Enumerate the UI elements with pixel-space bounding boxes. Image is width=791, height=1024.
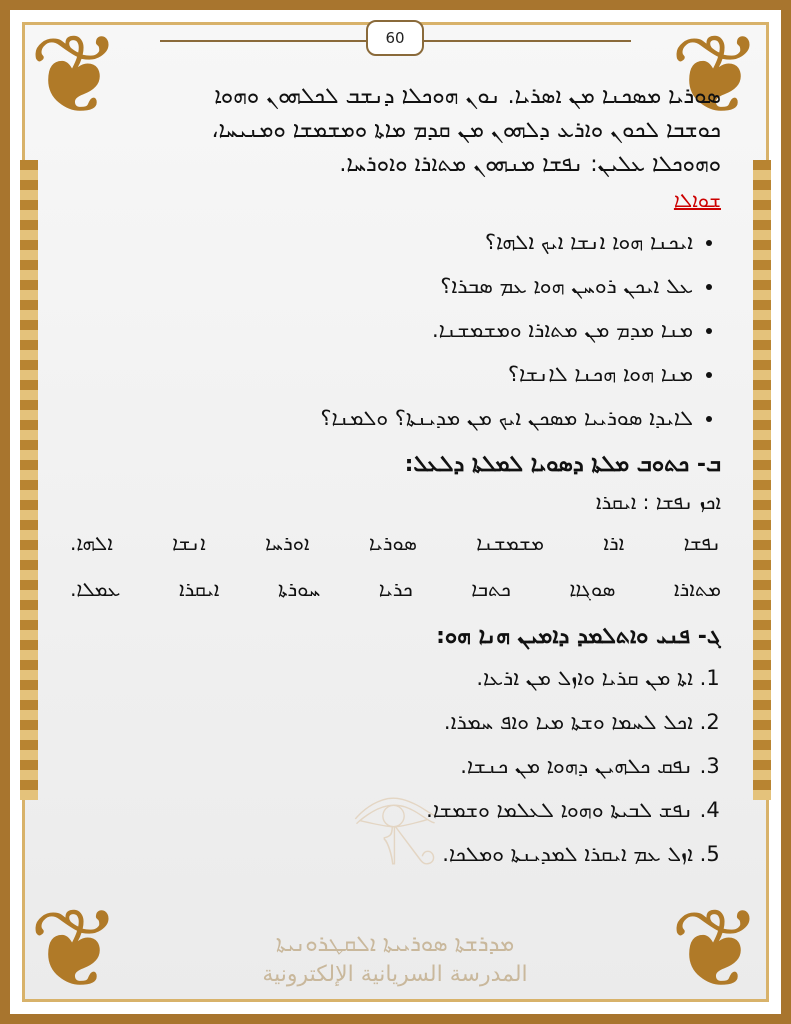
question-item: • ܡܢܐ ܡܕܡ ܡܢ ܡܬܐܪܐ ܘܡܫܡܫܢܐ. [70,308,693,352]
corner-ornament-icon: ❦ [28,11,122,139]
question-item: • ܐܝܟܢܐ ܗܘܐ ܐܢܫܐ ܐܝܟ ܐܠܗܐ؟ [70,220,693,264]
paragraph-line: ܣܘܪܝܐ ܡܣܟܢܐ ܡܢ ܐܣܪܝܐ. ܢܘܢ ܗܘܟܠܐ ܕܢܫܒ ܠܟܠܗܘܢ ܘܗܘܐ [214,84,721,109]
word: ܟܬܒܐ [471,577,511,601]
numbered-item: 2. ܐܟܠ ܠܚܡܐ ܘܫܬܐ ܡܝܐ ܘܐܦ ܚܡܪܐ. [70,700,693,744]
word: ܣܘܓܐܐ [569,577,616,601]
questions-list [70,220,721,440]
word: ܢܦܫܐ [683,531,721,555]
vine-border-left [20,160,38,800]
word: ܥܡܠܐ. [70,577,121,601]
questions-heading: ܫܘܐܠܐ [673,188,721,212]
question-item: • ܠܐܝܕܐ ܣܘܪܝܝܐ ܡܣܟܢ ܐܝܟ ܡܢ ܡܕܝܢܬܐ؟ ܘܠܡܢܐ؟ [70,396,693,440]
watermark-syriac: ܡܕܪܫܬܐ ܣܘܪܝܝܬܐ ܐܠܩܛܪܘܢܝܬܐ [275,932,515,957]
paragraph-line: ܘܗܘܟܠܐ ܥܠܝܢ: ܢܦܫܐ ܡܢܗܘܢ ܡܬܐܪܐ ܘܐܘܪܚܐ. [339,152,721,177]
word: ܚܘܪܬܐ [277,577,321,601]
page-number: 60 [366,20,424,56]
school-watermark [200,930,590,990]
word: ܐܢܫܐ [172,531,206,555]
word: ܐܪܐ [603,531,625,555]
word: ܡܫܡܫܢܐ [476,531,544,555]
word: ܣܘܪܝܐ [368,531,417,555]
winged-emblem-icon: 𓂀 [351,784,439,866]
word: ܐܘܪܚܐ [265,531,310,555]
section-b-title: ܒ- ܟܬܘܒ ܡܠܬܐ ܕܣܘܝܐ ܠܡܠܬܐ ܕܠܥܠ: [404,452,721,477]
numbered-item: 4. ܢܦܫ ܠܒܝܬܐ ܘܗܘܐ ܠܥܠܡܐ ܘܫܡܫܐ. [70,788,693,832]
word: ܟܪܝܐ [378,577,413,601]
numbered-item: 3. ܢܦܩ ܟܠܗܝܢ ܕܗܘܐ ܡܢ ܟܢܫܐ. [70,744,693,788]
word: ܡܬܐܪܐ [673,577,721,601]
word: ܐܝܩܪܐ [178,577,220,601]
word: ܐܠܗܐ. [70,531,113,555]
watermark-arabic: المدرسة السريانية الإلكترونية [262,962,528,987]
section-c-title: ܓ- ܦܢܝ ܘܐܬܠܡܕ ܕܐܡܝܢ ܗܢܐ ܗܘ: [436,624,721,649]
question-item: • ܥܠ ܐܝܟܢ ܪܘܚܢ ܗܘܐ ܥܡ ܣܒܪܐ؟ [70,264,693,308]
numbered-item: 5. ܐܙܠ ܥܡ ܐܝܩܪܐ ܠܡܕܝܢܬܐ ܘܡܠܟܐ. [70,832,693,876]
word-row [70,520,721,566]
numbered-item: 1. ܐܬܐ ܡܢ ܩܪܝܐ ܘܐܙܠ ܡܢ ܐܪܥܐ. [70,656,693,700]
corner-ornament-icon: ❦ [669,11,763,139]
paragraph-line: ܟܘܫܒܐ ܠܟܘܢ ܘܐܪܥ ܕܠܗܘܢ ܡܢ ܩܕܡ ܡܐܬܐ ܘܡܫܡܫܐ ܘܡܢܝܚܐ، [211,118,721,143]
word-row [70,566,721,612]
page-content [70,80,721,876]
section-b-example: ܐܟܙ ܢܦܫܐ : ܐܝܩܪܐ [595,490,721,514]
numbered-list [70,656,721,876]
vine-border-right [753,160,771,800]
corner-ornament-icon: ❦ [669,885,763,1013]
question-item: • ܡܢܐ ܗܘܐ ܗܟܢܐ ܠܐܢܫܐ؟ [70,352,693,396]
corner-ornament-icon: ❦ [28,885,122,1013]
